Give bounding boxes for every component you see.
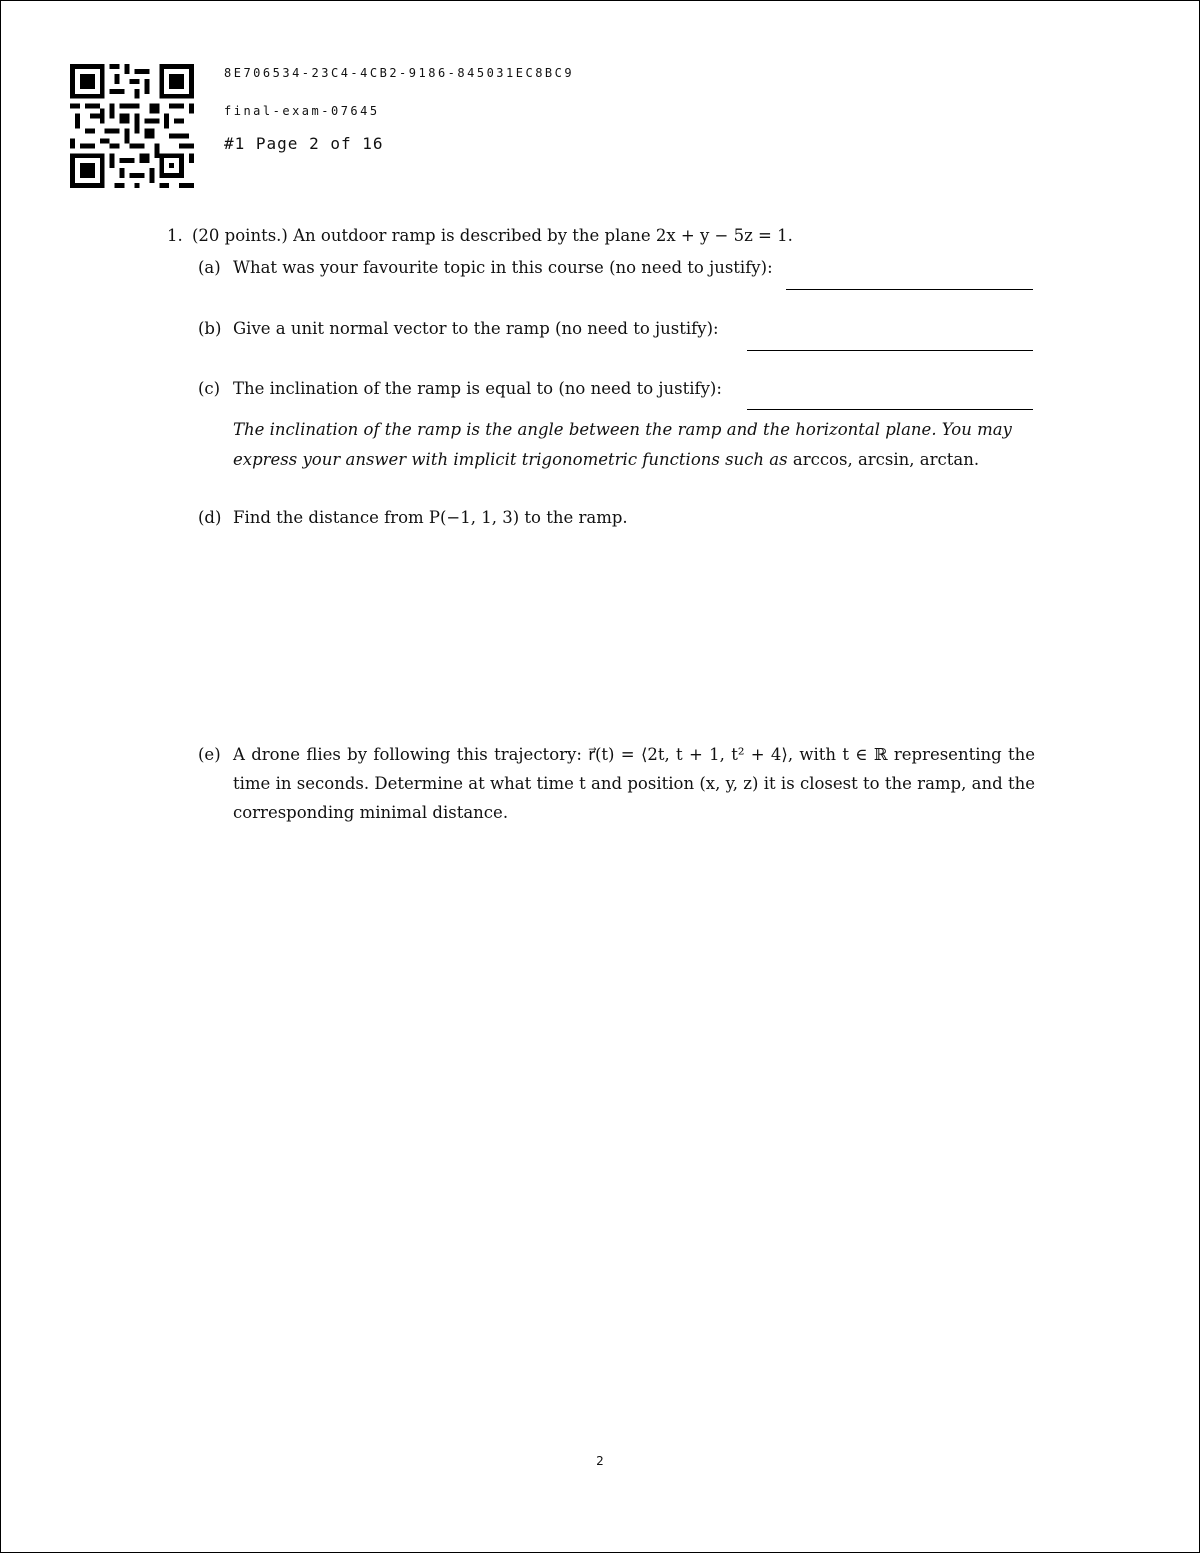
part-d-text: Find the distance from P(−1, 1, 3) to the ramp. bbox=[233, 508, 628, 527]
part-b-text: Give a unit normal vector to the ramp (no need to justify): bbox=[233, 319, 719, 338]
part-c-note-line2-italic: express your answer with implicit trigonometric functions such as bbox=[233, 450, 788, 469]
part-c-label: (c) bbox=[198, 379, 221, 398]
exam-id: final-exam-07645 bbox=[224, 104, 380, 118]
part-a-label: (a) bbox=[198, 258, 221, 277]
part-b-label: (b) bbox=[198, 319, 222, 338]
part-e-label: (e) bbox=[198, 745, 221, 764]
part-c-note bbox=[233, 415, 1035, 475]
part-c-note-line2-functions: arccos, arcsin, arctan. bbox=[787, 450, 980, 469]
part-e-text: A drone flies by following this trajectory: r⃗(t) = ⟨2t, t + 1, t² + 4⟩, with t ∈ ℝ representing the time in seconds. Determine at what time t and position (x, y, z) it is closest to the ramp, and the corresponding minimal distance. bbox=[233, 745, 1035, 822]
page-info: #1 Page 2 of 16 bbox=[224, 134, 384, 153]
question-intro: (20 points.) An outdoor ramp is described by the plane 2x + y − 5z = 1. bbox=[192, 226, 793, 245]
part-c-text: The inclination of the ramp is equal to (no need to justify): bbox=[233, 379, 722, 398]
qr-code bbox=[70, 64, 194, 188]
part-c-note-line1: The inclination of the ramp is the angle between the ramp and the horizontal plane. You may bbox=[233, 420, 1012, 439]
part-b-answer-line[interactable] bbox=[747, 350, 1033, 351]
part-c-note-line2 bbox=[233, 445, 1035, 475]
part-a-answer-line[interactable] bbox=[786, 289, 1033, 290]
document-uuid: 8E706534-23C4-4CB2-9186-845031EC8BC9 bbox=[224, 66, 575, 80]
part-a-text: What was your favourite topic in this course (no need to justify): bbox=[233, 258, 773, 277]
question-number: 1. bbox=[167, 226, 183, 245]
page-number: 2 bbox=[596, 1454, 604, 1468]
part-c-answer-line[interactable] bbox=[747, 409, 1033, 410]
part-d-label: (d) bbox=[198, 508, 222, 527]
